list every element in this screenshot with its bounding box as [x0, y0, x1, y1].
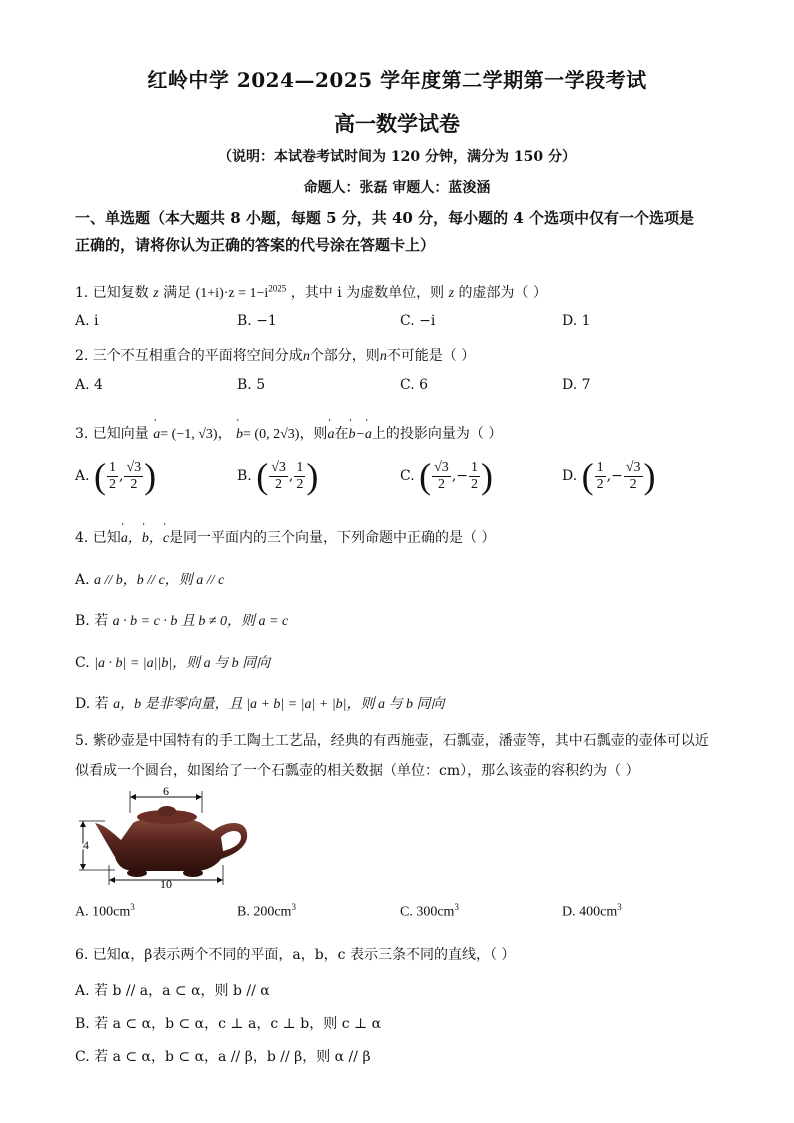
q3-vec-a: ' a	[153, 427, 160, 443]
q2-option-b[interactable]: B. 5	[237, 377, 266, 393]
exam-note: （说明：本试卷考试时间为 120 分钟，满分为 150 分）	[218, 149, 576, 165]
q3-c-sign: −	[456, 468, 468, 484]
q3-d-d2: 2	[629, 476, 637, 492]
q4-option-d-text: a，b 是非零向量，且 |a + b| = |a| + |b|，则 a 与 b 同向	[113, 697, 445, 712]
q2-var-n: n	[302, 349, 310, 364]
q3-text3: 在	[334, 426, 349, 442]
q4-option-b-text: a · b = c · b 且 b ≠ 0，则 a = c	[112, 614, 289, 629]
q1-mid: 满足	[163, 285, 192, 301]
question-5-line1: 5. 紫砂壶是中国特有的手工陶土工艺品，经典的有西施壶，石瓢壶，潘壶等，其中石瓢壶的壶体可以近	[75, 733, 709, 749]
q1-var-z2: z	[448, 286, 455, 301]
q5-option-d-exp: 3	[617, 902, 622, 912]
q3-c-n1: √3	[434, 459, 449, 475]
q4-option-c-label: C.	[75, 655, 90, 671]
question-6: 6. 已知α，β表示两个不同的平面，a，b，c 表示三条不同的直线，（ ）	[75, 947, 516, 963]
q5-option-d[interactable]	[562, 902, 622, 921]
q4-option-a[interactable]	[75, 569, 224, 589]
q3-d-sign: −	[611, 468, 623, 484]
q3-d-d1: 2	[596, 476, 604, 492]
q2-text2: 个部分，则	[309, 348, 380, 364]
q3-a-n2: √3	[126, 459, 142, 475]
q3-a-value: = (−1, √3)	[160, 427, 218, 442]
q4-option-b-label: B. 若	[75, 613, 109, 629]
q4-option-a-text: a // b，b // c，则 a // c	[94, 573, 225, 588]
question-1	[75, 282, 547, 302]
q5-option-b-exp: 3	[291, 902, 296, 912]
q3-d-n1: 1	[596, 459, 604, 475]
q4-option-c[interactable]	[75, 652, 270, 672]
section-heading-line1: 一、单选题（本大题共 8 小题，每题 5 分，共 40 分，每小题的 4 个选项中仅有一个选项是	[75, 209, 694, 227]
q5-option-c-exp: 3	[454, 902, 459, 912]
q2-text3: 不可能是（ ）	[386, 348, 476, 364]
q5-option-a-text: A. 100cm	[75, 904, 131, 920]
q3-d-n2: √3	[625, 459, 641, 475]
q1-option-b[interactable]: B. −1	[237, 313, 277, 329]
q1-exponent: 2025	[268, 283, 287, 294]
q1-option-c[interactable]: C. −i	[400, 313, 436, 329]
q3-option-c-label: C.	[400, 468, 415, 484]
dim-top-arrow-left	[130, 794, 136, 800]
q2-var-n2: n	[379, 349, 387, 364]
q6-option-b[interactable]: B. 若 a ⊂ α，b ⊂ α，c ⊥ a，c ⊥ b，则 c ⊥ α	[75, 1016, 382, 1032]
q3-c-d1: 2	[437, 476, 445, 492]
q3-option-a[interactable]: A. ( $\frac{1}{2}$ , $\frac{√3}{2}$ )	[75, 456, 157, 496]
dim-bottom-label: 10	[160, 877, 172, 890]
q5-option-b[interactable]	[237, 902, 296, 921]
q3-c-n2: 1	[471, 459, 478, 475]
q3-vec-b-minus-a: ' b−' a	[348, 427, 371, 442]
q5-option-b-text: B. 200cm	[237, 904, 292, 920]
q3-option-b[interactable]: B. ( $\frac{√3}{2}$ , $\frac{1}{2}$ )	[237, 456, 319, 496]
teapot-knob	[158, 806, 176, 816]
q5-option-d-text: D. 400cm	[562, 904, 618, 920]
q4-option-b[interactable]	[75, 610, 288, 630]
q3-b-value: = (0, 2√3)	[243, 427, 300, 442]
q3-c-d2: 2	[471, 476, 478, 492]
q2-option-d[interactable]: D. 7	[562, 377, 591, 393]
q2-option-c[interactable]: C. 6	[400, 377, 429, 393]
q1-expression	[195, 283, 287, 301]
q4-text2: 是同一平面内的三个向量，下列命题中正确的是（ ）	[169, 530, 496, 546]
q5-option-c[interactable]	[400, 902, 459, 921]
q5-option-a[interactable]	[75, 902, 135, 921]
q4-option-d[interactable]	[75, 693, 445, 713]
q3-b-n1: √3	[271, 459, 286, 475]
q3-a-d2: 2	[130, 476, 138, 492]
q3-text4: 上的投影向量为（ ）	[371, 426, 503, 442]
q3-option-b-label: B.	[237, 468, 252, 484]
q3-text2: ，则	[299, 426, 328, 442]
q3-option-d[interactable]: D. ( $\frac{1}{2}$ ,− $\frac{√3}{2}$ )	[562, 456, 656, 496]
q5-option-c-text: C. 300cm	[400, 904, 455, 920]
dim-top-label: 6	[163, 785, 169, 798]
q6-option-c[interactable]: C. 若 a ⊂ α，b ⊂ α，a // β，b // β，则 α // β	[75, 1049, 371, 1065]
section-heading-line2: 正确的，请将你认为正确的答案的代号涂在答题卡上）	[75, 236, 436, 254]
dim-top-arrow-right	[196, 794, 202, 800]
q3-vec-b: ' b	[236, 427, 243, 443]
question-5-line2: 似看成一个圆台，如图给了一个石瓢壶的相关数据（单位：cm），那么该壶的容积约为（ ）	[75, 763, 640, 779]
question-2	[75, 345, 475, 365]
exam-authors: 命题人：张磊 审题人：蓝浚涵	[303, 180, 491, 196]
q3-vec-a2: ' a	[327, 427, 334, 443]
q3-option-d-label: D.	[562, 468, 578, 484]
q2-option-a[interactable]: A. 4	[75, 377, 103, 393]
q4-option-a-label: A.	[75, 572, 90, 588]
q3-b-d2: 2	[296, 476, 304, 492]
q4-option-c-text: |a · b| = |a||b|，则 a 与 b 同向	[94, 656, 271, 671]
question-4	[75, 527, 495, 547]
q3-a-d1: 2	[109, 476, 117, 492]
section-heading	[75, 205, 725, 259]
exam-title: 红岭中学 2024—2025 学年度第二学期第一学段考试	[147, 68, 647, 92]
q3-a-n1: 1	[109, 459, 117, 475]
teapot-figure	[75, 785, 255, 890]
q3-b-n2: 1	[296, 459, 304, 475]
q3-option-a-label: A.	[75, 468, 90, 484]
q1-prefix: 1. 已知复数	[75, 285, 149, 301]
q1-var-z: z	[153, 286, 159, 301]
q1-option-d[interactable]: D. 1	[562, 313, 591, 329]
q1-expr: (1+i)·z = 1−i	[195, 286, 269, 301]
q3-option-c[interactable]: C. ( $\frac{√3}{2}$ ,− $\frac{1}{2}$ )	[400, 456, 493, 496]
q4-text: 4. 已知	[75, 530, 121, 546]
q1-option-a[interactable]: A. i	[75, 313, 99, 329]
q6-option-a[interactable]: A. 若 b // a，a ⊂ α，则 b // α	[75, 983, 270, 999]
exam-subtitle: 高一数学试卷	[334, 111, 460, 136]
q5-option-a-exp: 3	[130, 902, 135, 912]
q3-b-d1: 2	[275, 476, 283, 492]
q4-vectors: ' a，' b，' c	[121, 531, 169, 546]
q1-suffix2: 的虚部为（ ）	[458, 285, 547, 301]
q1-suffix: ，其中 i 为虚数单位，则	[290, 285, 445, 301]
q3-text: 3. 已知向量	[75, 426, 149, 442]
q4-option-d-label: D. 若	[75, 696, 109, 712]
dim-side-label: 4	[83, 838, 89, 852]
question-3: 3. 已知向量 ' a= (−1, √3)， ' b= (0, 2√3)，则' a在' b−' a上的投影向量为（ ）	[75, 423, 502, 443]
q2-text: 2. 三个不互相重合的平面将空间分成	[75, 348, 303, 364]
